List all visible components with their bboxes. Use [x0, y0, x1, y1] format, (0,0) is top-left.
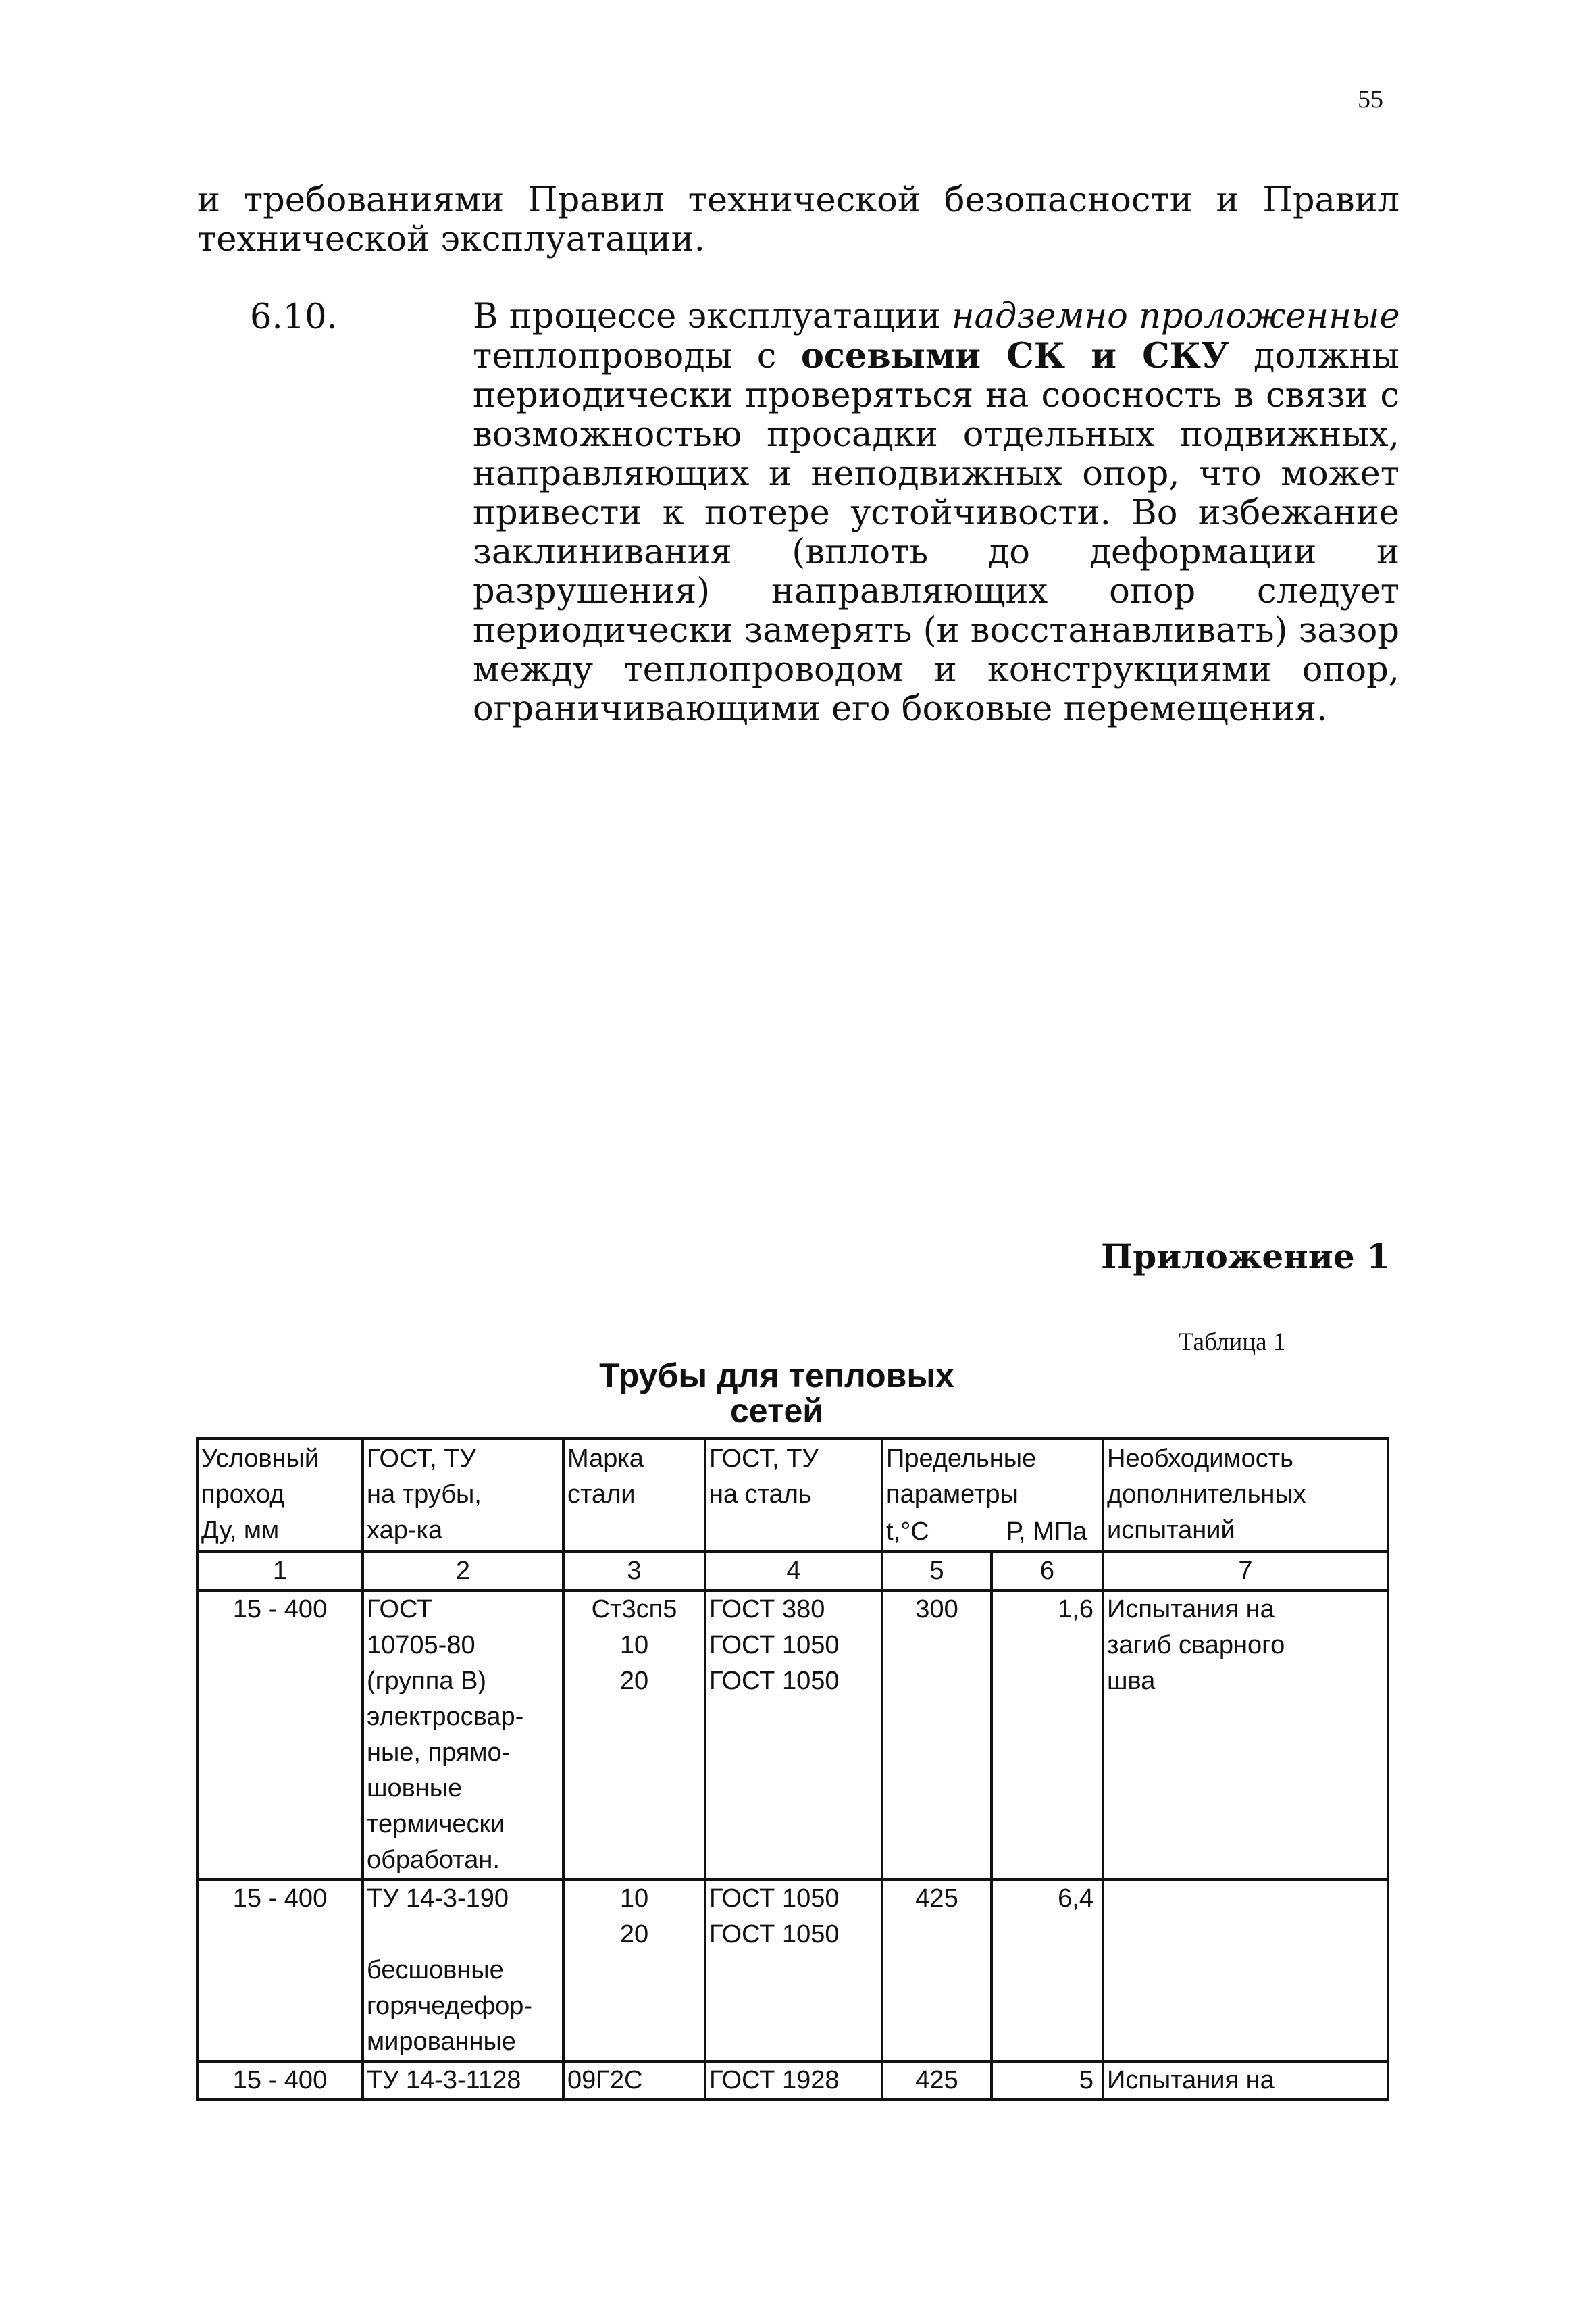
intro-line-1: и требованиями Правил технической безопасности и Правил	[197, 180, 1399, 220]
cell-du: 15 - 400	[197, 1590, 363, 1880]
column-number-row	[197, 1551, 1388, 1590]
cell-temperature: 425	[882, 2061, 992, 2100]
text-run: теплопроводы с	[473, 336, 801, 376]
italic-text: надземно проложенные	[951, 297, 1400, 336]
cell-pressure: 6,4	[992, 1880, 1103, 2061]
table-row	[197, 1590, 1388, 1880]
column-number: 1	[197, 1551, 363, 1590]
paragraph-line	[473, 336, 1399, 376]
cell-steel: 09Г2С	[563, 2061, 705, 2100]
paragraph-line: между теплопроводом и конструкциями опор,	[473, 650, 1399, 690]
cell-steel: Ст3сп5 10 20	[563, 1590, 705, 1880]
cell-pressure: 1,6	[992, 1590, 1103, 1880]
cell-tests	[1103, 1880, 1388, 2061]
header-temperature: t,°C	[882, 1513, 992, 1551]
column-number: 3	[563, 1551, 705, 1590]
column-number: 4	[705, 1551, 882, 1590]
cell-gost-steel: ГОСТ 1928	[705, 2061, 882, 2100]
paragraph-line: привести к потере устойчивости. Во избежание	[473, 493, 1399, 533]
column-number: 6	[992, 1551, 1103, 1590]
paragraph-line: разрушения) направляющих опор следует	[473, 572, 1399, 611]
cell-gost-pipe: ТУ 14-3-1128	[363, 2061, 563, 2100]
cell-du: 15 - 400	[197, 2061, 363, 2100]
cell-gost-pipe: ТУ 14-3-190 бесшовные горячедефор- мированные	[363, 1880, 563, 2061]
cell-temperature: 300	[882, 1590, 992, 1880]
cell-tests: Испытания на загиб сварного шва	[1103, 1590, 1388, 1880]
table-title: Трубы для тепловых сетей	[599, 1357, 954, 1430]
appendix-title: Приложение 1	[1101, 1236, 1390, 1276]
table-row	[197, 2061, 1388, 2100]
paragraph-line	[473, 297, 1399, 336]
text-run: должны	[1229, 336, 1399, 376]
cell-gost-steel: ГОСТ 380 ГОСТ 1050 ГОСТ 1050	[705, 1590, 882, 1880]
cell-tests: Испытания на	[1103, 2061, 1388, 2100]
page-number: 55	[1358, 85, 1383, 114]
text-run: В процессе эксплуатации	[473, 297, 952, 336]
cell-steel: 10 20	[563, 1880, 705, 2061]
column-number: 5	[882, 1551, 992, 1590]
table-header-row	[197, 1438, 1388, 1513]
pipes-table	[196, 1437, 1389, 2101]
column-number: 7	[1103, 1551, 1388, 1590]
section-6-10-paragraph	[473, 297, 1399, 729]
header-gost-pipe: ГОСТ, ТУ на трубы, хар-ка	[363, 1438, 563, 1551]
cell-temperature: 425	[882, 1880, 992, 2061]
paragraph-line: заклинивания (вплоть до деформации и	[473, 532, 1399, 572]
cell-pressure: 5	[992, 2061, 1103, 2100]
cell-gost-steel: ГОСТ 1050 ГОСТ 1050	[705, 1880, 882, 2061]
paragraph-line: возможностью просадки отдельных подвижных,	[473, 415, 1399, 455]
header-du: Условный проход Ду, мм	[197, 1438, 363, 1551]
bold-text: осевыми СК и СКУ	[800, 336, 1229, 376]
table-label: Таблица 1	[1179, 1328, 1286, 1356]
paragraph-line: ограничивающими его боковые перемещения.	[473, 689, 1328, 729]
header-limits: Предельные параметры	[882, 1438, 1103, 1513]
paragraph-line: периодически проверяться на соосность в связи с	[473, 376, 1399, 416]
table-row	[197, 1880, 1388, 2061]
paragraph-line: направляющих и неподвижных опор, что может	[473, 454, 1399, 494]
header-gost-steel: ГОСТ, ТУ на сталь	[705, 1438, 882, 1551]
header-tests: Необходимость дополнительных испытаний	[1103, 1438, 1388, 1551]
paragraph-line: периодически замерять (и восстанавливать) зазор	[473, 611, 1399, 651]
cell-du: 15 - 400	[197, 1880, 363, 2061]
column-number: 2	[363, 1551, 563, 1590]
cell-gost-pipe: ГОСТ 10705-80 (группа В) электросвар- ные, прямо- шовные термически обработан.	[363, 1590, 563, 1880]
intro-paragraph	[197, 181, 1399, 259]
intro-line-2: технической эксплуатации.	[197, 220, 705, 259]
section-number: 6.10.	[250, 297, 338, 337]
header-pressure: Р, МПа	[992, 1513, 1103, 1551]
header-steel: Марка стали	[563, 1438, 705, 1551]
